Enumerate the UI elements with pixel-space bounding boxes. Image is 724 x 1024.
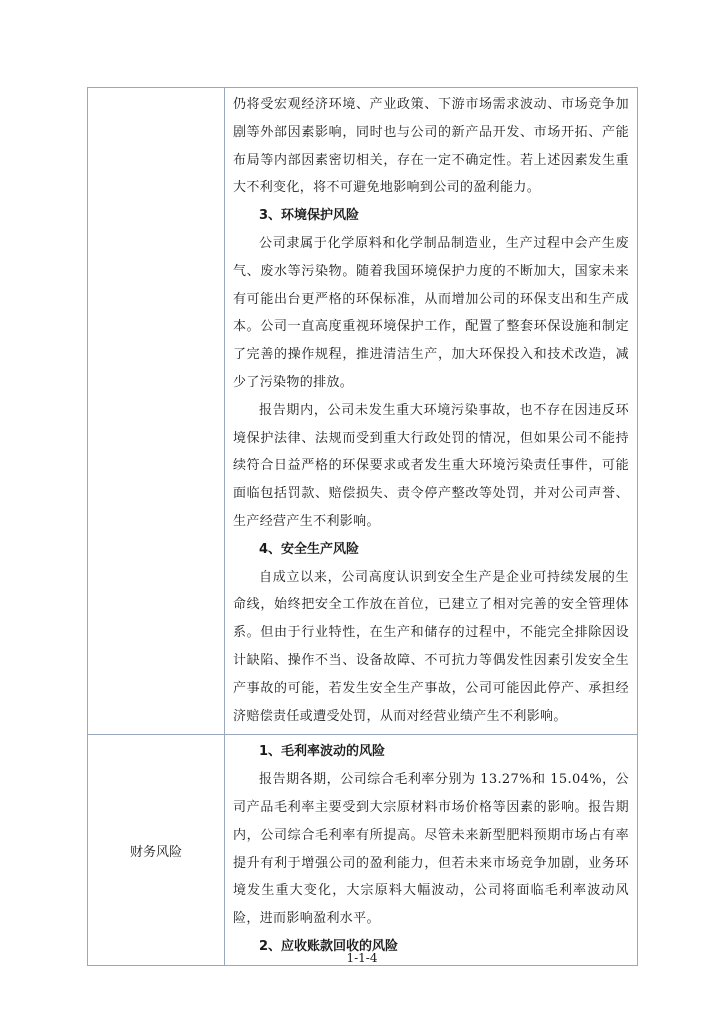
risk-table [87,87,638,966]
section-heading: 1、毛利率波动的风险 [259,744,386,760]
risk-category-cell: 财务风险 [88,735,225,965]
section-heading: 2、应收账款回收的风险 [259,938,399,954]
paragraph: 仍将受宏观经济环境、产业政策、下游市场需求波动、市场竞争加剧等外部因素影响，同时也与公司的新产品开发、市场开拓、产能布局等内部因素密切相关，存在一定不确定性。若上述因素发生重大不利变化，将不可避免地影响到公司的盈利能力。 [233,97,629,196]
page-number: 1-1-4 [346,951,378,965]
risk-content-cell [225,88,638,735]
paragraph: 报告期各期，公司综合毛利率分别为 13.27%和 15.04%，公司产品毛利率主要受到大宗原材料市场价格等因素的影响。报告期内，公司综合毛利率有所提高。尽管未来新型肥料预期市场占有率提升有利于增强公司的盈利能力，但若未来市场竞争加剧，业务环境发生重大变化，大宗原料大幅波动，公司将面临毛利率波动风险，进而影响盈利水平。 [233,772,629,927]
section-heading: 3、环境保护风险 [259,208,360,224]
paragraph: 公司隶属于化学原料和化学制品制造业，生产过程中会产生废气、废水等污染物。随着我国环境保护力度的不断加大，国家未来有可能出台更严格的环保标准，从而增加公司的环保支出和生产成本。公司一直高度重视环境保护工作，配置了整套环保设施和制定了完善的操作规程，推进清洁生产，加大环保投入和技术改造，减少了污染物的排放。 [233,235,629,390]
section-heading: 4、安全生产风险 [259,541,360,557]
table-row [88,735,638,965]
paragraph: 报告期内，公司未发生重大环境污染事故，也不存在因违反环境保护法律、法规而受到重大行政处罚的情况，但如果公司不能持续符合日益严格的环保要求或者发生重大环境污染责任事件，可能面临包括罚款、赔偿损失、责令停产整改等处罚，并对公司声誉、生产经营产生不利影响。 [233,402,629,529]
risk-content-cell [225,735,638,965]
paragraph: 自成立以来，公司高度认识到安全生产是企业可持续发展的生命线，始终把安全工作放在首位，已建立了相对完善的安全管理体系。但由于行业特性，在生产和储存的过程中，不能完全排除因设计缺陷、操作不当、设备故障、不可抗力等偶发性因素引发安全生产事故的可能，若发生安全生产事故，公司可能因此停产、承担经济赔偿责任或遭受处罚，从而对经营业绩产生不利影响。 [233,569,629,724]
table-row [88,88,638,735]
risk-category-cell [88,88,225,735]
